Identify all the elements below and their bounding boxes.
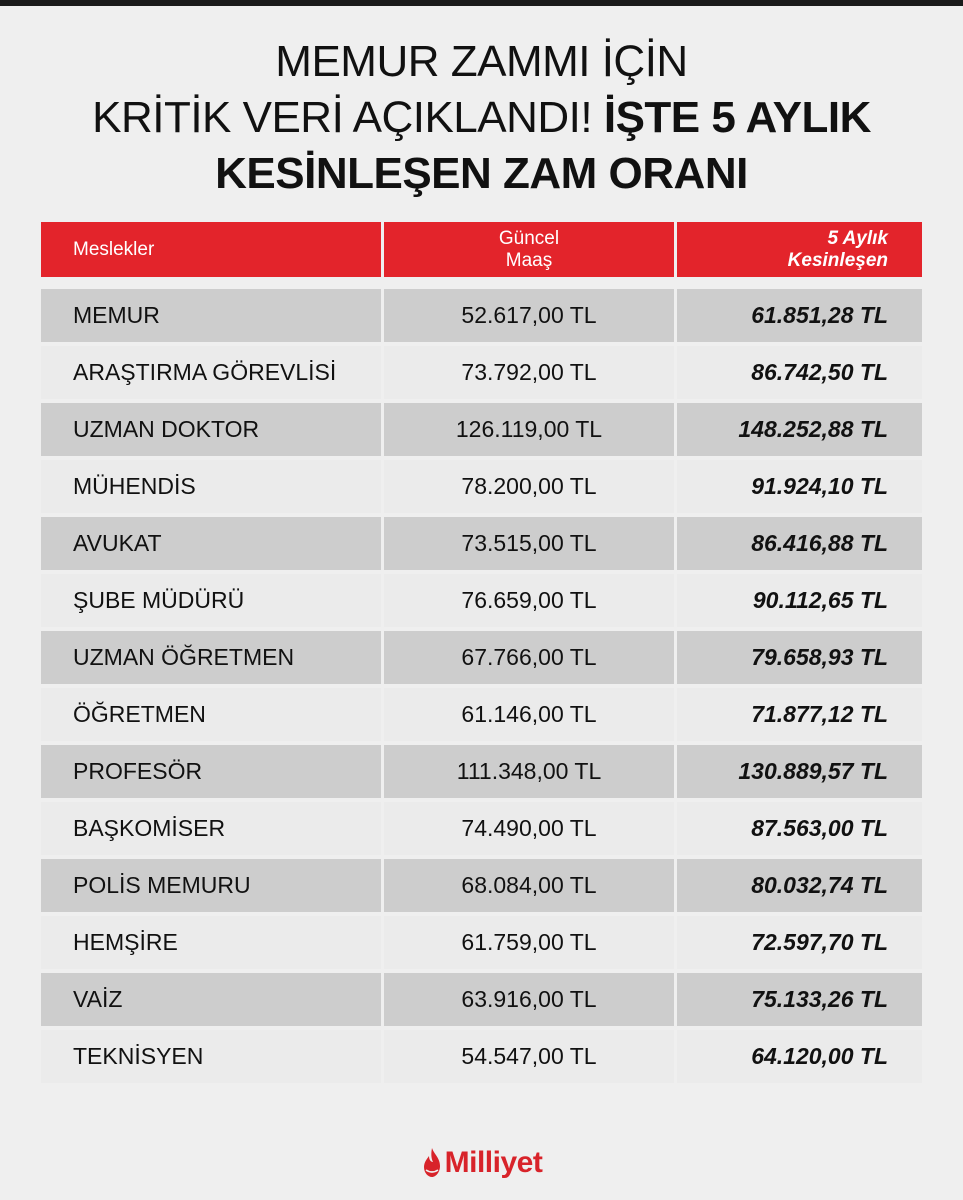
table-row: AVUKAT 73.515,00 TL 86.416,88 TL (41, 517, 922, 570)
table-row: MÜHENDİS 78.200,00 TL 91.924,10 TL (41, 460, 922, 513)
header-profession: Meslekler (41, 222, 381, 277)
table-body (41, 289, 922, 1083)
flame-icon (421, 1147, 443, 1179)
table-row: ÖĞRETMEN 61.146,00 TL 71.877,12 TL (41, 688, 922, 741)
brand-name: Milliyet (444, 1146, 543, 1179)
table-row: ŞUBE MÜDÜRÜ 76.659,00 TL 90.112,65 TL (41, 574, 922, 627)
table-row: TEKNİSYEN 54.547,00 TL 64.120,00 TL (41, 1030, 922, 1083)
table-row: POLİS MEMURU 68.084,00 TL 80.032,74 TL (41, 859, 922, 912)
salary-table (41, 222, 922, 1087)
header-current-salary: Güncel Maaş (384, 222, 674, 277)
headline (0, 34, 963, 202)
top-bar (0, 0, 963, 6)
table-row: ARAŞTIRMA GÖREVLİSİ 73.792,00 TL 86.742,50 TL (41, 346, 922, 399)
header-final-salary: 5 Aylık Kesinleşen (677, 222, 922, 277)
table-row: VAİZ 63.916,00 TL 75.133,26 TL (41, 973, 922, 1026)
headline-line-2: KRİTİK VERİ AÇIKLANDI! İŞTE 5 AYLIK (92, 93, 871, 142)
table-row: UZMAN DOKTOR 126.119,00 TL 148.252,88 TL (41, 403, 922, 456)
headline-line-3: KESİNLEŞEN ZAM ORANI (215, 149, 748, 198)
milliyet-logo (0, 1138, 963, 1188)
table-row: BAŞKOMİSER 74.490,00 TL 87.563,00 TL (41, 802, 922, 855)
table-row: MEMUR 52.617,00 TL 61.851,28 TL (41, 289, 922, 342)
table-row: UZMAN ÖĞRETMEN 67.766,00 TL 79.658,93 TL (41, 631, 922, 684)
headline-line-1: MEMUR ZAMMI İÇİN (275, 37, 688, 86)
table-row: PROFESÖR 111.348,00 TL 130.889,57 TL (41, 745, 922, 798)
table-row: HEMŞİRE 61.759,00 TL 72.597,70 TL (41, 916, 922, 969)
table-header (41, 222, 922, 277)
